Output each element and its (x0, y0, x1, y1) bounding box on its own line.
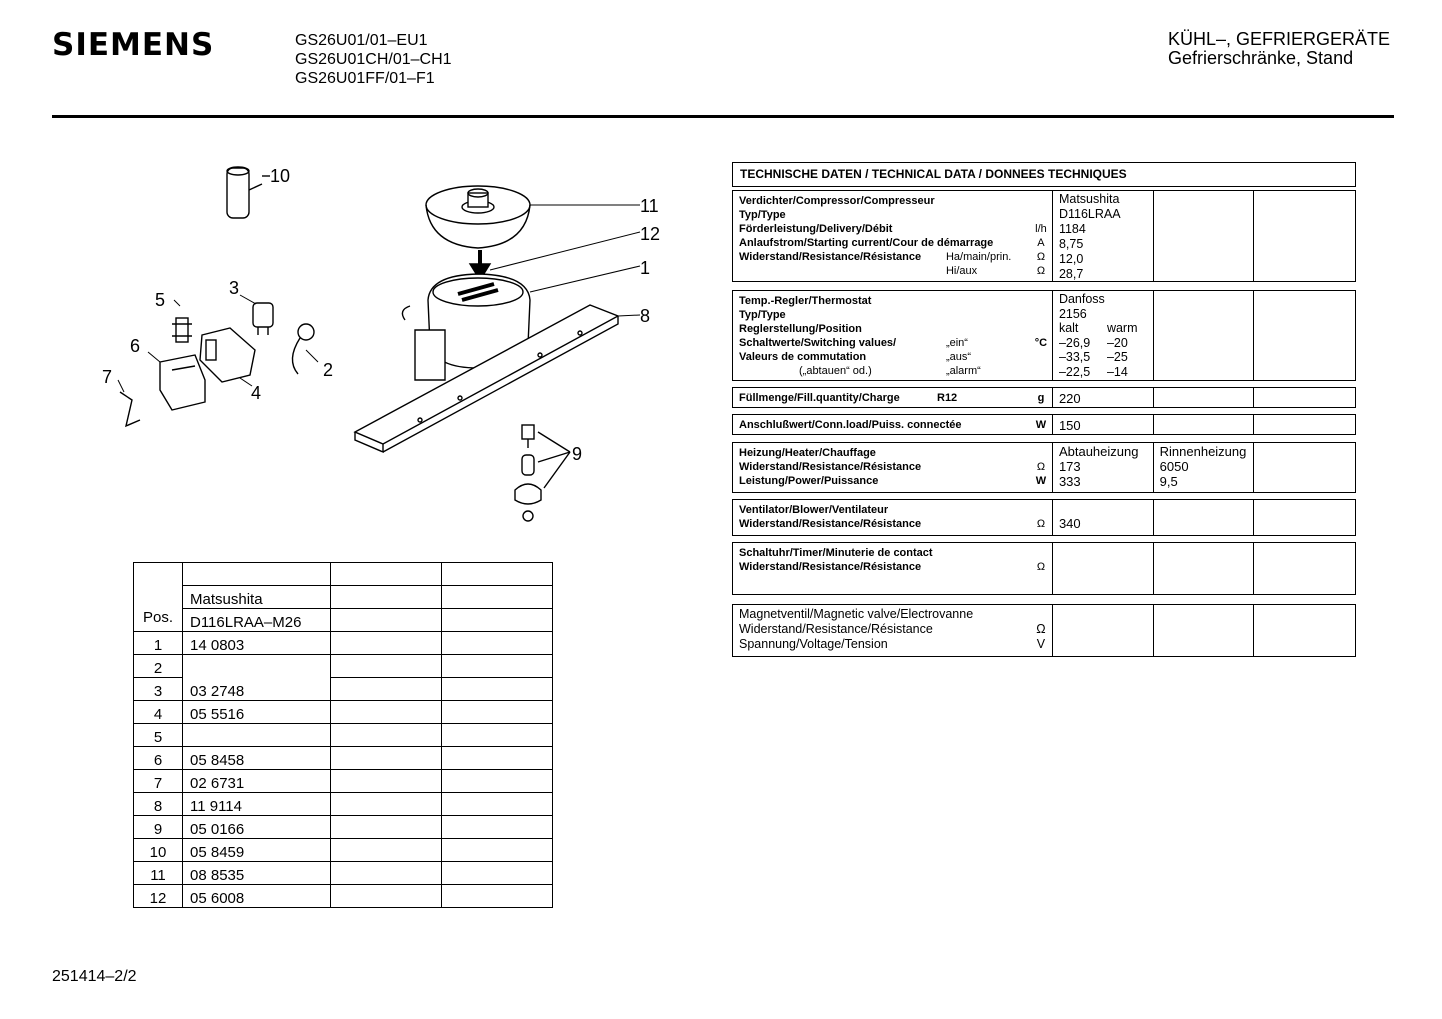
value: kalt (1058, 321, 1079, 335)
position-label: Reglerstellung/Position (739, 323, 862, 335)
type-label: Typ/Type (739, 309, 786, 321)
fill-label: Füllmenge/Fill.quantity/Charge (739, 392, 900, 404)
unit: W (1035, 419, 1047, 431)
starting-current-label: Anlaufstrom/Starting current/Cour de démarrage (739, 237, 994, 249)
compressor-block (732, 190, 1356, 282)
table-row (134, 793, 553, 816)
category-title (1168, 30, 1390, 68)
unit: Ω (1036, 265, 1046, 277)
table-row (134, 678, 553, 701)
table-row (134, 724, 553, 747)
alarm-label: „alarm“ (945, 365, 981, 377)
value: D116LRAA (1058, 207, 1121, 221)
value: warm (1106, 321, 1138, 335)
value: –33,5 (1058, 350, 1091, 364)
overload-part (253, 303, 273, 335)
value: 1184 (1058, 222, 1086, 236)
unit: V (1036, 637, 1046, 651)
resistance-label: Widerstand/Resistance/Résistance (739, 461, 922, 473)
voltage-label: Spannung/Voltage/Tension (739, 637, 888, 651)
callout-7: 7 (102, 367, 113, 387)
tech-data-title: TECHNISCHE DATEN / TECHNICAL DATA / DONNEES TECHNIQUES (732, 162, 1356, 187)
table-row (134, 816, 553, 839)
part-number-cell: 05 8458 (183, 747, 331, 770)
pos-header-cell (134, 563, 183, 586)
callout-3: 3 (229, 278, 240, 298)
value: 150 (1052, 415, 1153, 434)
callout-12: 12 (640, 224, 661, 244)
pos-cell: 2 (134, 655, 183, 678)
empty-cell (331, 563, 442, 586)
main-label: Ha/main/prin. (945, 251, 1012, 263)
part-number-cell: 05 0166 (183, 816, 331, 839)
pos-cell: 8 (134, 793, 183, 816)
commutation-label: Valeurs de commutation (739, 351, 867, 363)
unit: Ω (1036, 461, 1046, 473)
model-line: GS26U01FF/01–F1 (295, 70, 435, 87)
table-row (134, 632, 553, 655)
table-row (134, 885, 553, 908)
switching-values-label: Schaltwerte/Switching values/ (739, 337, 897, 349)
maker-cell: Matsushita (183, 586, 331, 609)
empty-cell (331, 586, 442, 609)
fill-quantity-block (732, 387, 1356, 408)
power-label: Leistung/Power/Puissance (739, 475, 879, 487)
thermostat-label: Temp.-Regler/Thermostat (739, 295, 872, 307)
pos-cell: 10 (134, 839, 183, 862)
empty-cell (331, 609, 442, 632)
heater-block (732, 442, 1356, 493)
empty-cell (442, 609, 553, 632)
part-number-cell: 03 2748 (183, 678, 331, 701)
table-row (134, 862, 553, 885)
thermostat-block (732, 290, 1356, 381)
aux-label: Hi/aux (945, 265, 978, 277)
bracket-part (120, 392, 140, 426)
pos-cell: 11 (134, 862, 183, 885)
pos-cell: 9 (134, 816, 183, 839)
pos-cell: 1 (134, 632, 183, 655)
model-line: GS26U01CH/01–CH1 (295, 51, 452, 68)
relay-clip-part (172, 318, 192, 342)
callout-4: 4 (251, 383, 262, 403)
unit: A (1037, 237, 1045, 249)
pos-cell: 3 (134, 678, 183, 701)
value: –26,9 (1058, 335, 1091, 350)
value: 333 (1058, 474, 1081, 489)
type-label: Typ/Type (739, 209, 786, 221)
part-number-cell: 08 8535 (183, 862, 331, 885)
model-list (295, 31, 452, 88)
resistance-label: Widerstand/Resistance/Résistance (739, 251, 922, 263)
value: 12,0 (1058, 252, 1084, 266)
table-row (134, 655, 553, 678)
value: 220 (1052, 388, 1153, 407)
callout-8: 8 (640, 306, 651, 326)
resistance-label: Widerstand/Resistance/Résistance (739, 622, 933, 636)
unit: °C (1034, 337, 1048, 349)
empty-cell (442, 563, 553, 586)
category-line: Gefrierschränke, Stand (1168, 48, 1354, 68)
refrigerant: R12 (937, 392, 958, 404)
parts-table (133, 562, 553, 908)
part-number-cell: 05 5516 (183, 701, 331, 724)
table-row (134, 770, 553, 793)
value: Danfoss (1058, 292, 1105, 306)
resistance-label: Widerstand/Resistance/Résistance (739, 518, 922, 530)
category-line: KÜHL–, GEFRIERGERÄTE (1168, 29, 1391, 49)
callout-10: 10 (270, 166, 291, 186)
on-label: „ein“ (945, 337, 968, 349)
delivery-label: Förderleistung/Delivery/Débit (739, 223, 893, 235)
part-number-cell: 05 6008 (183, 885, 331, 908)
compressor-label: Verdichter/Compressor/Compresseur (739, 195, 935, 207)
off-label: „aus“ (945, 351, 972, 363)
value: 340 (1052, 500, 1153, 535)
unit: Ω (1036, 518, 1046, 530)
relay-housing-part (160, 355, 205, 410)
value: Abtauheizung (1058, 444, 1139, 459)
valve-block (732, 604, 1356, 657)
callout-6: 6 (130, 336, 141, 356)
connected-load-block (732, 414, 1356, 435)
callout-5: 5 (155, 290, 166, 310)
unit: W (1035, 475, 1047, 487)
model-line: GS26U01/01–EU1 (295, 32, 428, 49)
unit: Ω (1036, 561, 1046, 573)
pos-cell: 6 (134, 747, 183, 770)
value: 8,75 (1058, 237, 1084, 251)
value: Matsushita (1058, 192, 1120, 206)
defrost-label: („abtauen“ od.) (799, 365, 872, 377)
value: 9,5 (1159, 474, 1178, 489)
pos-cell: 4 (134, 701, 183, 724)
value: 173 (1058, 459, 1081, 474)
part-number-cell: 05 8459 (183, 839, 331, 862)
part-number-cell (183, 724, 331, 747)
empty-cell (183, 563, 331, 586)
part-number-cell: 02 6731 (183, 770, 331, 793)
valve-label: Magnetventil/Magnetic valve/Electrovanne (739, 607, 974, 621)
value: –20 (1106, 335, 1128, 350)
brand-logo: SIEMENS (52, 27, 215, 63)
callout-9: 9 (572, 444, 583, 464)
pos-header-cell (134, 586, 183, 609)
part-number-cell (183, 655, 331, 678)
unit: Ω (1036, 622, 1046, 636)
pos-cell: 12 (134, 885, 183, 908)
unit: Ω (1036, 251, 1046, 263)
value: 6050 (1159, 459, 1189, 474)
conn-load-label: Anschlußwert/Conn.load/Puiss. connectée (739, 419, 962, 431)
mount-set-part (515, 425, 570, 521)
pos-cell: 7 (134, 770, 183, 793)
cover-box-part (200, 328, 255, 382)
blower-block (732, 499, 1356, 536)
part-number-cell: 14 0803 (183, 632, 331, 655)
timer-block (732, 542, 1356, 595)
unit: g (1037, 392, 1045, 404)
blower-label: Ventilator/Blower/Ventilateur (739, 504, 889, 516)
header-divider (52, 115, 1394, 118)
value: –22,5 (1058, 364, 1091, 379)
value: –14 (1106, 364, 1128, 379)
exploded-parts-diagram (0, 150, 700, 540)
cover-plate-part (426, 186, 530, 248)
empty-cell (442, 586, 553, 609)
model-cell: D116LRAA–M26 (183, 609, 331, 632)
callout-1: 1 (640, 258, 651, 278)
table-row (134, 839, 553, 862)
table-row (134, 701, 553, 724)
unit: l/h (1035, 223, 1047, 235)
value: 2156 (1058, 306, 1087, 321)
value: 28,7 (1058, 267, 1084, 281)
pos-header: Pos. (134, 609, 183, 632)
table-row (134, 747, 553, 770)
callout-11: 11 (640, 196, 659, 216)
timer-label: Schaltuhr/Timer/Minuterie de contact (739, 547, 933, 559)
value: Rinnenheizung (1159, 444, 1247, 459)
heater-label: Heizung/Heater/Chauffage (739, 447, 876, 459)
document-number: 251414–2/2 (52, 968, 137, 985)
part-number-cell: 11 9114 (183, 793, 331, 816)
capacitor-part (227, 167, 270, 218)
value: –25 (1106, 350, 1128, 364)
pos-cell: 5 (134, 724, 183, 747)
grommet-part (292, 324, 314, 374)
callout-2: 2 (323, 360, 334, 380)
resistance-label: Widerstand/Resistance/Résistance (739, 561, 922, 573)
